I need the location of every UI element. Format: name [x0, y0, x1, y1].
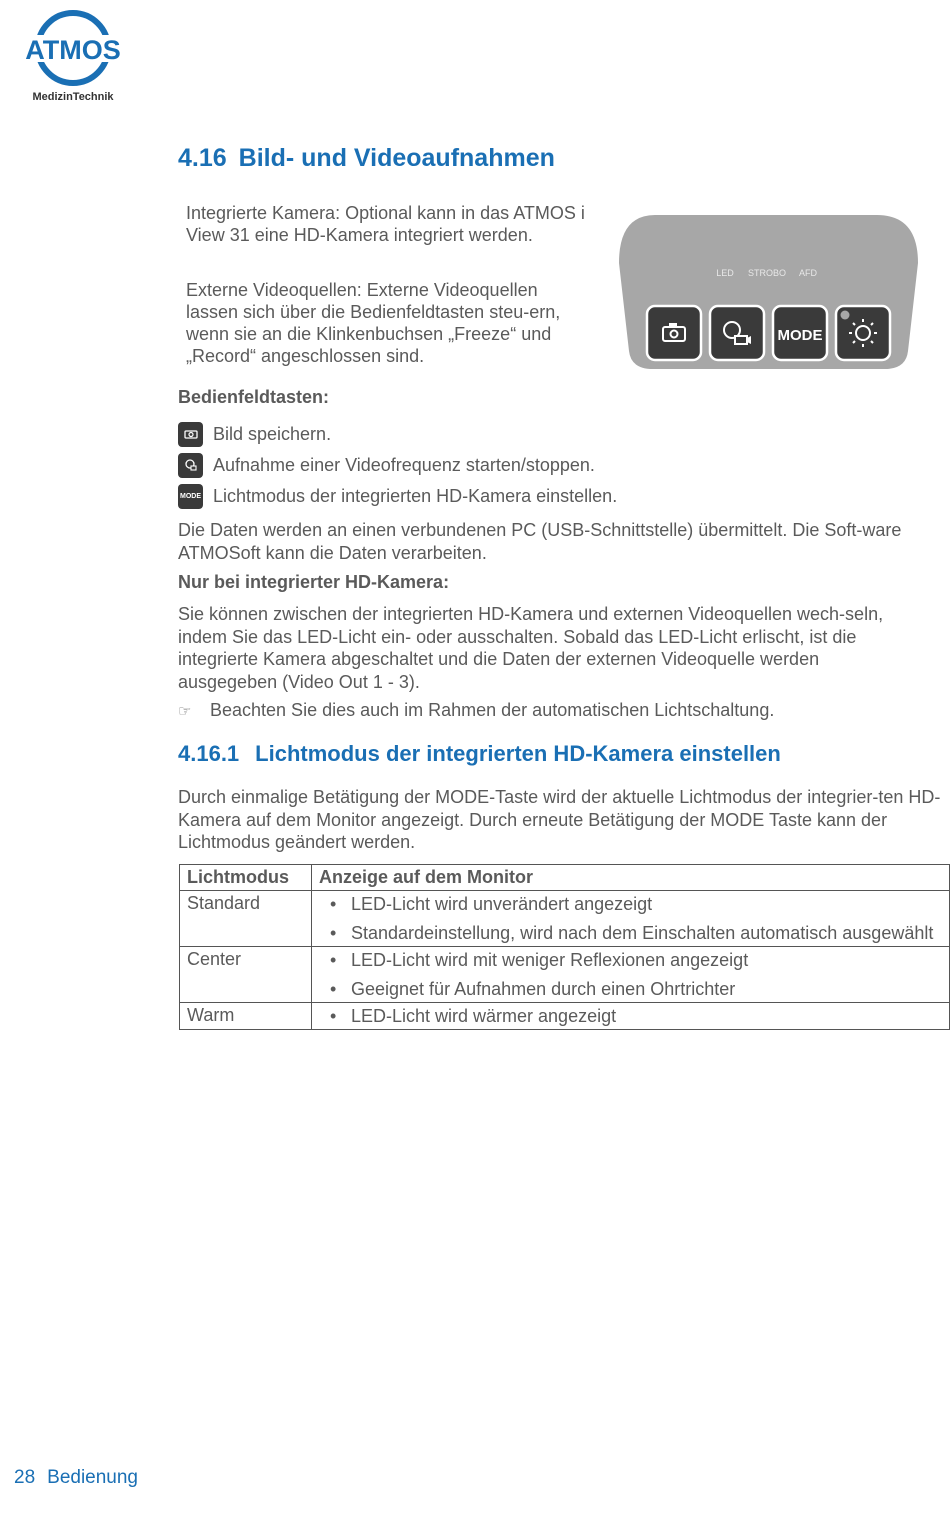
- hd-only-paragraph: Sie können zwischen der integrierten HD-Kamera und externen Videoquellen wech-seln, indem Sie das LED-Licht ein- oder ausschalten. Sobald das LED-Licht erlischt, ist die integrierte Kamera abgeschaltet und die Daten der externen Videoquelle werden ausgegeben (Video Out 1 - 3).: [178, 604, 884, 692]
- camera-icon: [178, 422, 203, 447]
- table-header: Anzeige auf dem Monitor: [312, 865, 950, 891]
- subsection-heading: [178, 741, 781, 767]
- section-number: 4.16: [178, 144, 227, 172]
- list-item: • Standardeinstellung, wird nach dem Einschalten automatisch ausgewählt: [319, 922, 942, 944]
- table-cell-display: [312, 891, 950, 947]
- intro-paragraph-external: Externe Videoquellen: Externe Videoquellen lassen sich über die Bedienfeldtasten steu-ern, wenn sie an die Klinkenbuchsen „Freeze“ und „Record“ angeschlossen sind.: [186, 280, 561, 366]
- buttons-heading: Bedienfeldtasten:: [178, 387, 330, 407]
- table-cell-mode: Center: [180, 947, 312, 1003]
- led-label: LED: [716, 268, 734, 278]
- afd-label: AFD: [799, 268, 817, 278]
- control-panel-illustration: [615, 213, 920, 371]
- strobo-label: STROBO: [747, 268, 787, 278]
- button-item-video: [178, 452, 595, 478]
- button-item-mode: [178, 483, 617, 509]
- table-row: [180, 947, 950, 1003]
- section-heading: [178, 144, 555, 173]
- panel-video-button: [710, 306, 764, 360]
- data-transfer-paragraph: Die Daten werden an einen verbundenen PC (USB-Schnittstelle) übermittelt. Die Soft-ware ATMOSoft kann die Daten verarbeiten.: [178, 520, 902, 563]
- chapter-name: Bedienung: [47, 1467, 139, 1488]
- table-cell-display: [312, 947, 950, 1003]
- page-number: 28: [14, 1467, 36, 1488]
- button-item-text: Lichtmodus der integrierten HD-Kamera einstellen.: [213, 485, 618, 506]
- note-item: [178, 700, 774, 721]
- video-record-icon: [178, 453, 203, 478]
- table-row: [180, 1003, 950, 1030]
- mode-icon: MODE: [777, 327, 823, 344]
- table-cell-mode: Warm: [180, 1003, 312, 1030]
- list-item: • LED-Licht wird mit weniger Reflexionen angezeigt: [319, 949, 942, 971]
- mode-icon: MODE: [178, 484, 203, 509]
- light-mode-table: [179, 864, 950, 1030]
- list-item: • Geeignet für Aufnahmen durch einen Ohrtrichter: [319, 978, 942, 1000]
- subsection-number: 4.16.1: [178, 741, 240, 766]
- hd-only-heading: Nur bei integrierter HD-Kamera:: [178, 572, 450, 592]
- table-row: [180, 891, 950, 947]
- page-footer: [14, 1467, 138, 1489]
- table-cell-mode: Standard: [180, 891, 312, 947]
- button-item-text: Bild speichern.: [213, 423, 332, 444]
- table-cell-display: [312, 1003, 950, 1030]
- list-item: • LED-Licht wird unverändert angezeigt: [319, 893, 942, 915]
- list-item: • LED-Licht wird wärmer angezeigt: [319, 1005, 942, 1027]
- subsection-paragraph: Durch einmalige Betätigung der MODE-Taste wird der aktuelle Lichtmodus der integrier-ten HD-Kamera auf dem Monitor angezeigt. Durch erneute Betätigung der MODE Taste kann der Lichtmodus geändert werden.: [178, 787, 941, 852]
- logo-text: ATMOS: [25, 35, 121, 65]
- button-item-camera: [178, 421, 331, 447]
- panel-camera-button: [647, 306, 701, 360]
- panel-mode-button: [773, 306, 827, 360]
- subsection-title: Lichtmodus der integrierten HD-Kamera einstellen: [255, 741, 781, 766]
- pointing-hand-icon: ☞: [178, 702, 192, 720]
- table-header-row: [180, 865, 950, 891]
- panel-light-button: [836, 306, 890, 360]
- led-indicator: [841, 311, 850, 320]
- table-header: Lichtmodus: [180, 865, 312, 891]
- note-text: Beachten Sie dies auch im Rahmen der automatischen Lichtschaltung.: [210, 700, 775, 720]
- intro-paragraph-camera: Integrierte Kamera: Optional kann in das ATMOS i View 31 eine HD-Kamera integriert werden.: [186, 203, 585, 245]
- button-item-text: Aufnahme einer Videofrequenz starten/stoppen.: [213, 454, 595, 475]
- logo-subtitle: MedizinTechnik: [32, 91, 114, 103]
- section-title: Bild- und Videoaufnahmen: [238, 144, 555, 172]
